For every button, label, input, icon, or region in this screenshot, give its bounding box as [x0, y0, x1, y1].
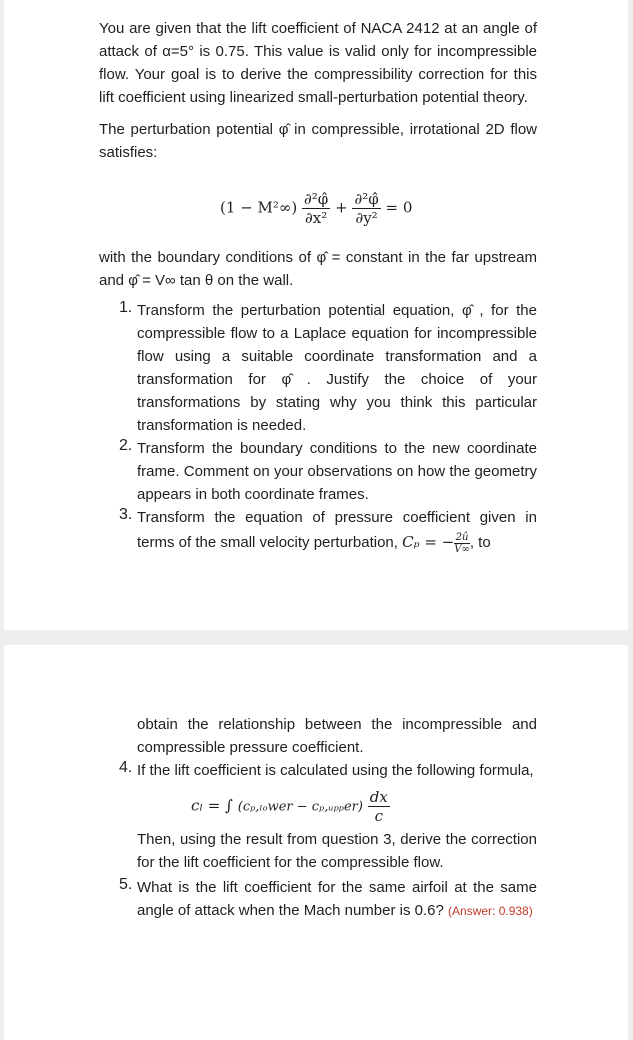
page-1 [4, 0, 628, 630]
pde-prefix: (1 − M²∞) [220, 198, 298, 217]
lift-formula-row [137, 782, 537, 828]
question-2 [99, 437, 537, 506]
question-2-number: 2. [119, 437, 133, 454]
question-2-text: Transform the boundary conditions to the new coordinate frame. Comment on your observations on how the geometry appears in both coordinate frames. [137, 440, 537, 503]
question-1-number: 1. [119, 299, 133, 316]
lift-formula-fraction [368, 788, 390, 825]
page-2 [4, 645, 628, 1040]
cp-num: 2û [455, 531, 469, 543]
boundary-paragraph: with the boundary conditions of φ̂ = constant in the far upstream and φ̂ = V∞ tan θ on the wall. [99, 249, 537, 289]
question-5-question: What is the lift coefficient for the same airfoil at the same angle of attack when the Mach number is 0.6? [137, 879, 537, 919]
question-5 [99, 876, 537, 923]
question-3-line-2-pre: terms of the small velocity perturbation, [137, 534, 403, 551]
question-3-line-2-post: , to [469, 534, 491, 551]
question-3-line-1: Transform the equation of pressure coefficient given in [137, 509, 537, 526]
lift-formula-den: c [374, 807, 383, 825]
pde-num-y: ∂²φ̂ [354, 190, 379, 208]
question-5-number: 5. [119, 876, 133, 893]
question-3-continued-text: obtain the relationship between the incompressible and compressible pressure coefficient. [137, 716, 537, 756]
pde-fraction-x [302, 190, 330, 227]
cp-den: V∞ [454, 543, 470, 555]
pde-num-x: ∂²φ̂ [304, 190, 329, 208]
questions-list-1 [99, 299, 537, 556]
question-3 [99, 506, 537, 556]
questions-list-2 [99, 713, 537, 923]
question-3-continued [99, 713, 537, 759]
pde-equation [220, 190, 412, 227]
page-2-content [99, 713, 537, 923]
lift-formula-num: dx [369, 788, 388, 806]
lift-formula [191, 788, 390, 825]
pde-plus: + [335, 198, 348, 217]
page-1-content-b [99, 246, 537, 556]
page-1-content [99, 17, 537, 164]
cp-fraction [454, 532, 470, 555]
pde-den-x: ∂x² [305, 209, 328, 227]
lift-formula-lhs: cₗ = ∫ [191, 796, 233, 815]
potential-intro: The perturbation potential φ̂ in compressible, irrotational 2D flow satisfies: [99, 121, 537, 161]
question-5-text [137, 876, 537, 923]
question-5-answer: (Answer: 0.938) [448, 904, 533, 918]
question-3-number: 3. [119, 506, 133, 523]
question-4 [99, 759, 537, 874]
question-1 [99, 299, 537, 437]
question-4-text-after: Then, using the result from question 3, derive the correction for the lift coefficient for the compressible flow. [137, 831, 537, 871]
question-3-line-2 [137, 529, 537, 556]
pde-fraction-y [352, 190, 380, 227]
question-4-text: If the lift coefficient is calculated using the following formula, [137, 762, 534, 779]
lift-formula-body: (cₚ,ₗₒwer − cₚ,ᵤₚₚer) [237, 799, 363, 815]
question-1-text: Transform the perturbation potential equation, φ̂ , for the compressible flow to a Laplace equation for incompressible flow using a suitable coordinate transformation and a transformation for φ̂ . Justify the choice of your transformations by stating why you think this particular transformation is needed. [137, 302, 537, 434]
cp-lhs: Cₚ = − [402, 533, 455, 551]
pde-rhs: = 0 [385, 198, 413, 217]
intro-paragraph: You are given that the lift coefficient of NACA 2412 at an angle of attack of α=5° is 0.75. This value is valid only for incompressible flow. Your goal is to derive the compressibility correction for this lift coefficient using linearized small-perturbation potential theory. [99, 20, 537, 106]
pde-den-y: ∂y² [355, 209, 378, 227]
question-4-number: 4. [119, 759, 133, 776]
